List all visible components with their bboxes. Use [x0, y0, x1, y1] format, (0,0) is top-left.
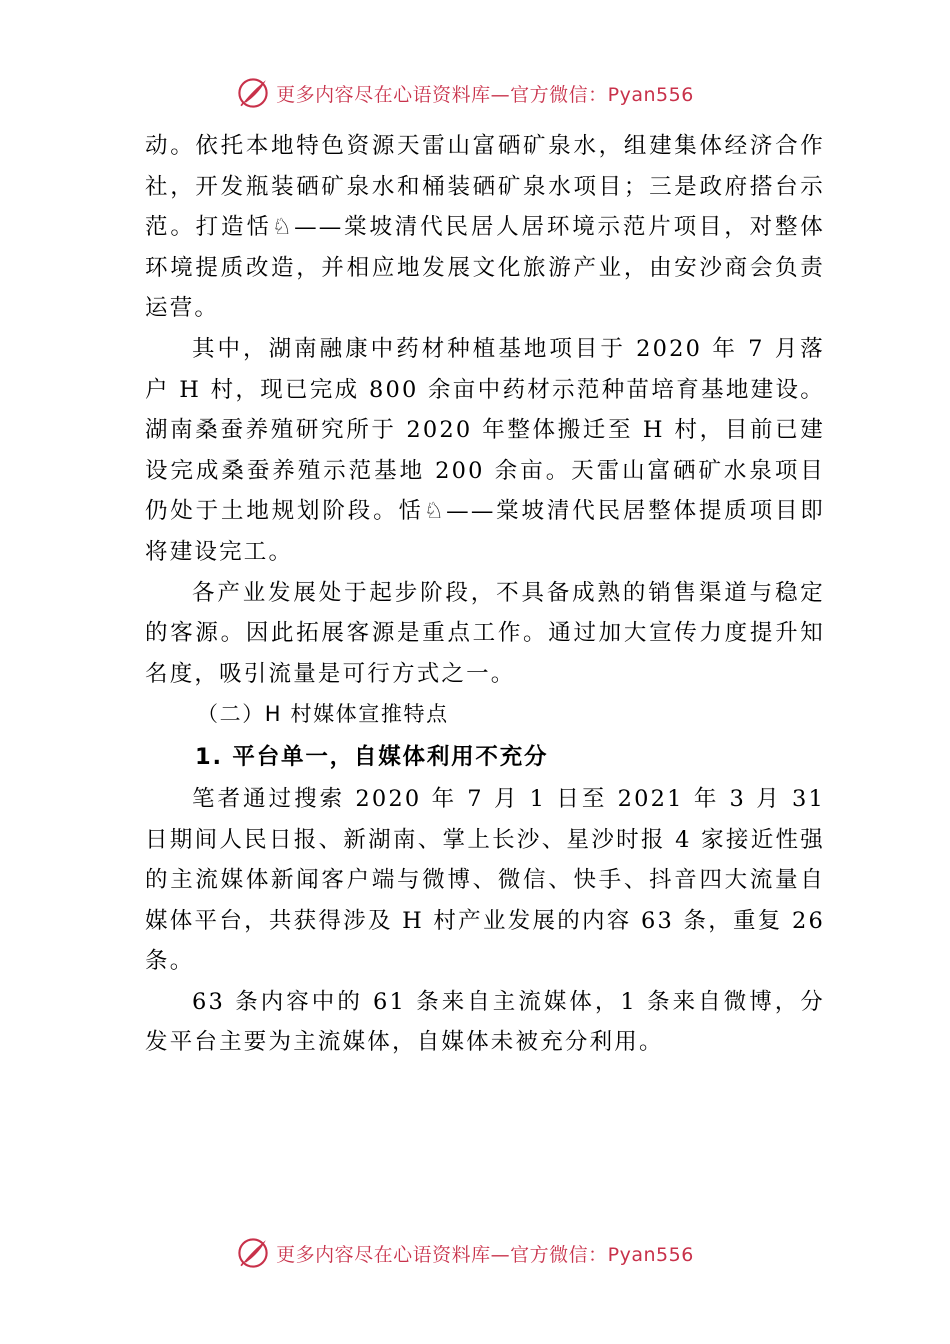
paragraph-continuation: 动。依托本地特色资源天雷山富硒矿泉水，组建集体经济合作社，开发瓶装硒矿泉水和桶装硒矿泉水项目；三是政府搭台示范。打造恬♘——棠坡清代民居人居环境示范片项目，对整体环境提质改造，并相应地发展文化旅游产业，由安沙商会负责运营。 [145, 133, 825, 322]
header-watermark [0, 73, 950, 113]
paragraph-search-method: 笔者通过搜索 2020 年 7 月 1 日至 2021 年 3 月 31 日期间人民日报、新湖南、掌上长沙、星沙时报 4 家接近性强的主流媒体新闻客户端与微博、微信、快手、抖音四大流量自媒体平台，共获得涉及 H 村产业发展的内容 63 条，重复 26 条。 [145, 785, 825, 975]
quill-pen-logo-icon [236, 76, 270, 110]
subsection-heading: 1. 平台单一，自媒体利用不充分 [195, 743, 549, 770]
section-heading: （二）H 村媒体宣推特点 [197, 702, 449, 727]
quill-pen-logo-icon [236, 1236, 270, 1270]
watermark-text: 更多内容尽在心语资料库—官方微信：Pyan556 [276, 1243, 694, 1266]
paragraph-findings: 63 条内容中的 61 条来自主流媒体，1 条来自微博，分发平台主要为主流媒体，自媒体未被充分利用。 [145, 988, 825, 1056]
watermark-text: 更多内容尽在心语资料库—官方微信：Pyan556 [276, 83, 694, 106]
footer-watermark [0, 1233, 950, 1273]
document-body [145, 126, 825, 1063]
paragraph-development-stage: 各产业发展处于起步阶段，不具备成熟的销售渠道与稳定的客源。因此拓展客源是重点工作。通过加大宣传力度提升知名度，吸引流量是可行方式之一。 [145, 579, 825, 687]
paragraph-projects: 其中，湖南融康中药材种植基地项目于 2020 年 7 月落户 H 村，现已完成 800 余亩中药材示范种苗培育基地建设。湖南桑蚕养殖研究所于 2020 年整体搬迁至 H 村，目前已建设完成桑蚕养殖示范基地 200 余亩。天雷山富硒矿水泉项目仍处于土地规划阶段。恬♘——棠坡清代民居整体提质项目即将建设完工。 [145, 335, 825, 565]
